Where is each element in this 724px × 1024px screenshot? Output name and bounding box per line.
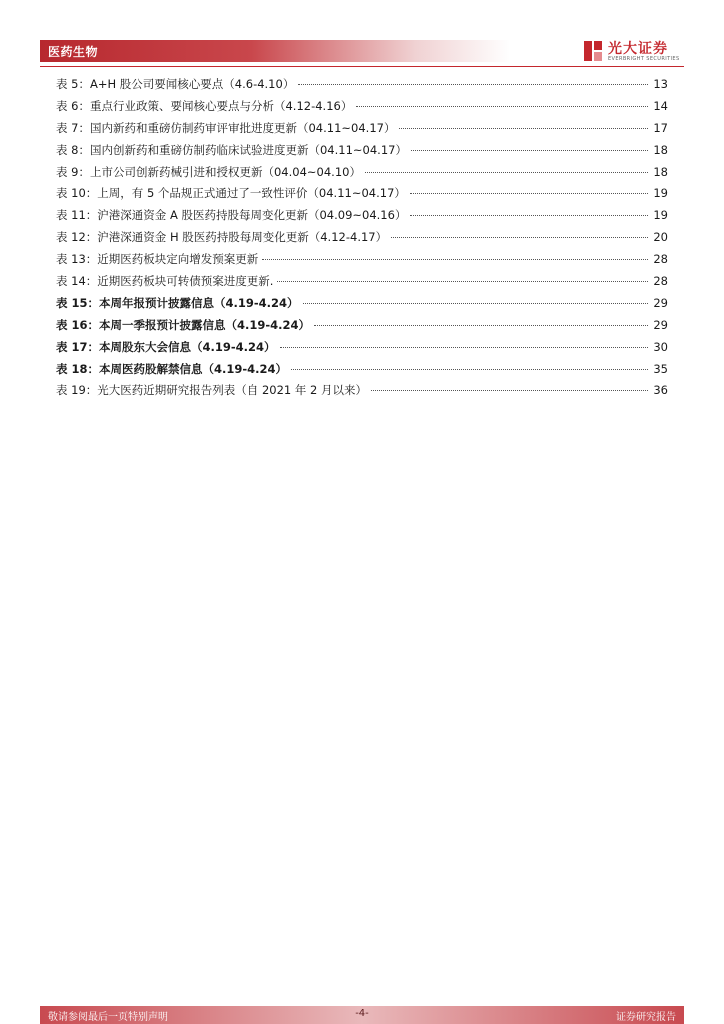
toc-entry[interactable] <box>56 273 668 295</box>
toc-leader-dots <box>411 150 648 151</box>
toc-entry-page: 18 <box>653 164 668 179</box>
toc-entry-label: 表 18：本周医药股解禁信息（4.19-4.24） <box>56 361 288 376</box>
toc-entry[interactable] <box>56 382 668 404</box>
toc-entry-page: 30 <box>653 339 668 354</box>
toc-entry[interactable] <box>56 339 668 361</box>
toc-leader-dots <box>314 325 648 326</box>
toc-leader-dots <box>356 106 648 107</box>
toc-entry[interactable] <box>56 295 668 317</box>
toc-leader-dots <box>371 390 648 391</box>
toc-entry-page: 19 <box>653 186 668 201</box>
toc-leader-dots <box>365 172 648 173</box>
toc-entry[interactable] <box>56 185 668 207</box>
toc-entry-label: 表 19：光大医药近期研究报告列表（自 2021 年 2 月以来） <box>56 383 367 398</box>
toc-entry[interactable] <box>56 229 668 251</box>
toc-entry-page: 19 <box>653 208 668 223</box>
toc-entry[interactable] <box>56 98 668 120</box>
toc-entry-page: 13 <box>653 77 668 91</box>
toc-entry-page: 36 <box>653 383 668 398</box>
toc-entry-label: 表 14：近期医药板块可转债预案进度更新. <box>56 274 274 289</box>
toc-entry[interactable] <box>56 251 668 273</box>
footer-report-type: 证券研究报告 <box>616 1012 676 1023</box>
toc-leader-dots <box>410 215 648 216</box>
toc-entry[interactable] <box>56 164 668 186</box>
toc-leader-dots <box>399 128 648 129</box>
toc-entry-label: 表 13：近期医药板块定向增发预案更新 <box>56 252 259 267</box>
toc-entry[interactable] <box>56 361 668 383</box>
toc-entry-label: 表 6：重点行业政策、要闻核心要点与分析（4.12-4.16） <box>56 98 353 113</box>
toc-entry-label: 表 12：沪港深通资金 H 股医药持股每周变化更新（4.12-4.17） <box>56 230 388 245</box>
toc-leader-dots <box>277 281 648 282</box>
toc-leader-dots <box>280 347 648 348</box>
toc-entry[interactable] <box>56 207 668 229</box>
toc-leader-dots <box>298 84 648 85</box>
toc-entry-page: 35 <box>653 361 668 376</box>
toc-entry-label: 表 17：本周股东大会信息（4.19-4.24） <box>56 339 276 354</box>
toc-entry-label: 表 7：国内新药和重磅仿制药审评审批进度更新（04.11~04.17） <box>56 120 396 135</box>
toc-entry-label: 表 15：本周年报预计披露信息（4.19-4.24） <box>56 295 299 310</box>
toc-leader-dots <box>262 259 648 260</box>
brand-subtitle: EVERBRIGHT SECURITIES <box>608 56 680 62</box>
toc-entry-label: 表 9：上市公司创新药械引进和授权更新（04.04~04.10） <box>56 164 361 179</box>
footer-disclaimer: 敬请参阅最后一页特别声明 <box>48 1012 168 1023</box>
toc-entry-page: 14 <box>653 98 668 113</box>
table-of-contents <box>56 76 668 404</box>
toc-leader-dots <box>303 303 648 304</box>
toc-entry-label: 表 11：沪港深通资金 A 股医药持股每周变化更新（04.09~04.16） <box>56 208 407 223</box>
section-tag: 医药生物 <box>48 45 99 59</box>
everbright-logo-icon <box>582 39 604 63</box>
toc-entry[interactable] <box>56 142 668 164</box>
toc-leader-dots <box>291 369 648 370</box>
brand-logo <box>582 38 686 66</box>
header-divider <box>40 66 684 67</box>
brand-name: 光大证券 <box>608 41 668 57</box>
toc-entry-page: 18 <box>653 142 668 157</box>
header-bar <box>40 40 510 62</box>
toc-entry[interactable] <box>56 120 668 142</box>
toc-entry-page: 29 <box>653 295 668 310</box>
toc-entry-label: 表 5：A+H 股公司要闻核心要点（4.6-4.10） <box>56 77 295 91</box>
toc-entry-page: 17 <box>653 120 668 135</box>
toc-entry-page: 28 <box>653 274 668 289</box>
toc-leader-dots <box>410 193 648 194</box>
toc-entry-page: 29 <box>653 317 668 332</box>
toc-leader-dots <box>391 237 648 238</box>
toc-entry[interactable] <box>56 76 668 98</box>
toc-entry-page: 28 <box>653 252 668 267</box>
toc-entry-label: 表 10：上周，有 5 个品规正式通过了一致性评价（04.11~04.17） <box>56 186 406 201</box>
toc-entry-page: 20 <box>653 230 668 245</box>
toc-entry-label: 表 8：国内创新药和重磅仿制药临床试验进度更新（04.11~04.17） <box>56 142 407 157</box>
toc-entry[interactable] <box>56 317 668 339</box>
toc-entry-label: 表 16：本周一季报预计披露信息（4.19-4.24） <box>56 317 311 332</box>
page-number: -4- <box>355 1008 369 1019</box>
